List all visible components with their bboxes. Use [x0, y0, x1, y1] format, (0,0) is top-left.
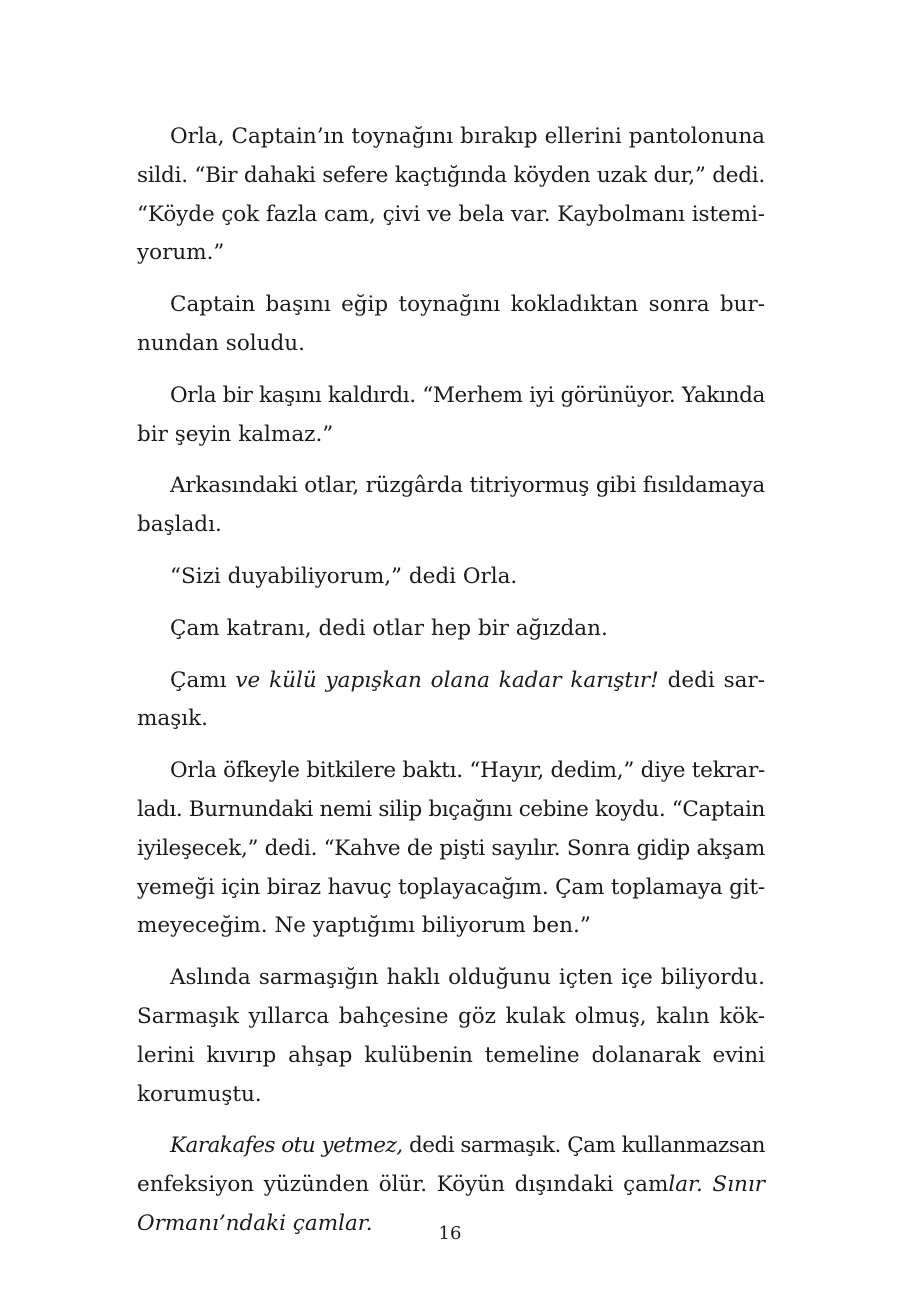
- text-run: başladı.: [137, 512, 222, 538]
- paragraph: [137, 610, 765, 649]
- text-line: [137, 506, 765, 545]
- text-run: maşık.: [137, 706, 208, 732]
- text-line: [137, 752, 765, 791]
- text-run: bir şeyin kalmaz.”: [137, 421, 334, 447]
- italic-text-run: ve külü yapışkan olana kadar karıştır!: [235, 667, 659, 693]
- paragraph: [137, 286, 765, 364]
- italic-text-run: lar. Sınır: [668, 1172, 765, 1198]
- text-line: [137, 416, 765, 455]
- text-line: [137, 286, 765, 325]
- text-line: [137, 869, 765, 908]
- text-run: korumuştu.: [137, 1081, 262, 1107]
- italic-text-run: Karakafes otu yetmez,: [170, 1133, 403, 1159]
- page-number: 16: [438, 1223, 462, 1244]
- text-line: [137, 234, 765, 273]
- text-run: meyeceğim. Ne yaptığımı biliyorum ben.”: [137, 913, 591, 939]
- text-line: [137, 700, 765, 739]
- text-run: Arkasındaki otlar, rüzgârda titriyormuş gibi fısıldamaya: [170, 473, 765, 499]
- text-line: [137, 610, 765, 649]
- text-line: [137, 662, 765, 701]
- text-line: [137, 558, 765, 597]
- text-run: enfeksiyon yüzünden ölür. Köyün dışındaki çam: [137, 1172, 669, 1198]
- paragraph: [137, 662, 765, 740]
- text-run: dedi sarmaşık. Çam kullanmazsan: [402, 1133, 765, 1159]
- italic-text-run: Ormanı’ndaki çamlar.: [137, 1210, 373, 1236]
- text-run: lerini kıvırıp ahşap kulübenin temeline dolanarak evini: [137, 1042, 765, 1068]
- paragraph: [137, 467, 765, 545]
- text-run: Aslında sarmaşığın haklı olduğunu içten içe biliyordu.: [170, 965, 765, 991]
- text-line: [137, 791, 765, 830]
- paragraph: [137, 377, 765, 455]
- text-run: Captain başını eğip toynağını kokladıktan sonra bur-: [170, 292, 765, 318]
- text-run: dedi sar-: [658, 667, 765, 693]
- text-run: Orla öfkeyle bitkilere baktı. “Hayır, dedim,” diye tekrar-: [170, 758, 765, 784]
- text-line: [137, 157, 765, 196]
- text-run: “Sizi duyabiliyorum,” dedi Orla.: [170, 563, 518, 589]
- text-run: yemeği için biraz havuç toplayacağım. Çam toplamaya git-: [137, 874, 765, 900]
- text-line: [137, 118, 765, 157]
- text-run: Çam katranı, dedi otlar hep bir ağızdan.: [170, 615, 608, 641]
- text-run: Sarmaşık yıllarca bahçesine göz kulak olmuş, kalın kök-: [137, 1003, 765, 1029]
- paragraph: [137, 959, 765, 1114]
- text-run: nundan soludu.: [137, 330, 305, 356]
- text-line: [137, 325, 765, 364]
- text-run: Orla bir kaşını kaldırdı. “Merhem iyi görünüyor. Yakında: [170, 382, 765, 408]
- text-line: [137, 907, 765, 946]
- text-run: “Köyde çok fazla cam, çivi ve bela var. Kaybolmanı istemi-: [137, 201, 765, 227]
- text-run: Orla, Captain’ın toynağını bırakıp ellerini pantolonuna: [170, 124, 765, 149]
- text-run: iyileşecek,” dedi. “Kahve de pişti sayılır. Sonra gidip akşam: [137, 835, 765, 861]
- text-run: Çamı: [170, 667, 236, 693]
- text-run: ladı. Burnundaki nemi silip bıçağını cebine koydu. “Captain: [137, 796, 765, 822]
- text-line: [137, 998, 765, 1037]
- text-line: [137, 377, 765, 416]
- text-line: [137, 1127, 765, 1166]
- text-line: [137, 959, 765, 998]
- text-line: [137, 1076, 765, 1115]
- paragraph: [137, 558, 765, 597]
- paragraph: [137, 118, 765, 273]
- text-line: [137, 1037, 765, 1076]
- text-line: [137, 830, 765, 869]
- text-line: [137, 467, 765, 506]
- text-run: sildi. “Bir dahaki sefere kaçtığında köyden uzak dur,” dedi.: [137, 162, 765, 188]
- book-page-body: [137, 118, 765, 1257]
- text-line: [137, 1166, 765, 1205]
- text-line: [137, 196, 765, 235]
- paragraph: [137, 752, 765, 946]
- text-run: yorum.”: [137, 240, 225, 266]
